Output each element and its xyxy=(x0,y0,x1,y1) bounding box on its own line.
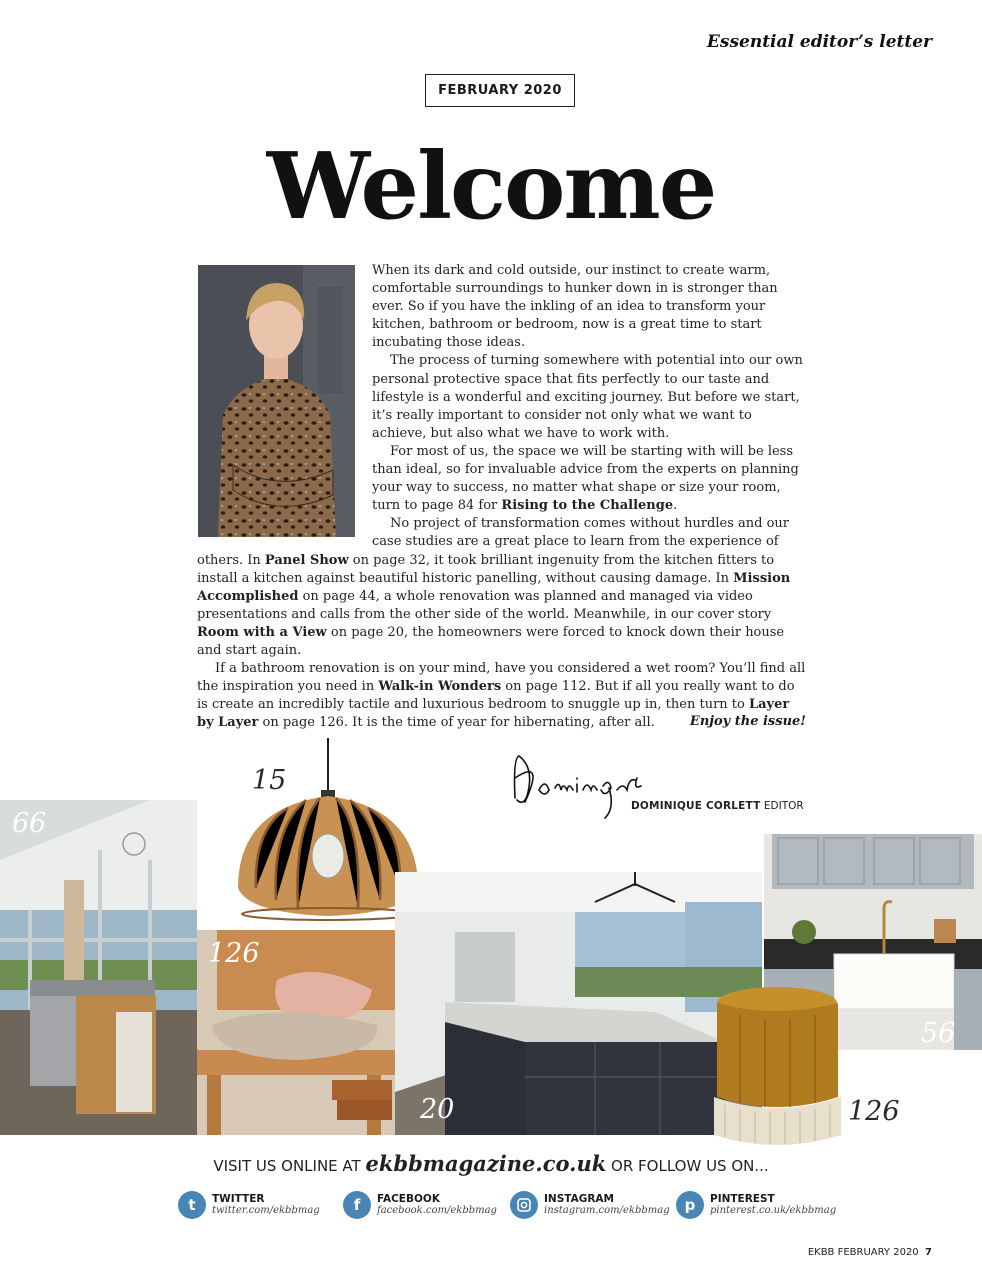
editor-credit xyxy=(631,800,804,812)
page-title: Welcome xyxy=(266,132,716,240)
letter-paragraph: If a bathroom renovation is on your mind, have you considered a wet room? You’ll find all the inspiration you need in Walk-in Wonders on page 112. But if all you really want to do is create an incredibly tactile and luxurious bedroom to snuggle up in, then turn to Layer by Layer on page 126. It is the time of year for hibernating, after all. xyxy=(197,661,806,731)
visit-prefix: VISIT US ONLINE AT xyxy=(213,1157,361,1175)
social-name: FACEBOOK xyxy=(377,1193,440,1205)
letter-signoff: Enjoy the issue! xyxy=(689,714,806,729)
social-handle: facebook.com/ekbbmag xyxy=(377,1205,497,1216)
social-twitter[interactable] xyxy=(178,1191,320,1219)
page-ref-kitchen: 20 xyxy=(420,1094,455,1125)
page-ref-stool: 126 xyxy=(848,1096,900,1127)
letter-paragraph: The process of turning somewhere with potential into our own personal protective space that fits perfectly to our taste and lifestyle is a wonderful and exciting journey. But before we start, it’s really important to consider not only what we want to achieve, but also what we have to work with. xyxy=(372,353,803,441)
feature-reference: Panel Show xyxy=(264,552,349,568)
section-label: Essential editor’s letter xyxy=(706,32,932,52)
page-ref-cushions: 126 xyxy=(208,938,260,969)
social-handle: twitter.com/ekbbmag xyxy=(212,1205,320,1216)
social-name: PINTEREST xyxy=(710,1193,775,1205)
page-footer xyxy=(808,1247,932,1258)
issue-date-box xyxy=(425,74,575,107)
footer-text: EKBB FEBRUARY 2020 xyxy=(807,1247,919,1258)
letter-paragraph: When its dark and cold outside, our instinct to create warm, comfortable surroundings to hunker down in is stronger than ever. So if you have the inkling of an idea to transform your kitchen, bathroom or bedroom, now is a great time to start incubating those ideas. xyxy=(372,263,778,351)
instagram-icon xyxy=(510,1191,538,1219)
feature-reference: Rising to the Challenge xyxy=(501,498,674,514)
editor-signature xyxy=(505,738,655,828)
feature-reference: Walk-in Wonders xyxy=(378,679,502,695)
social-pinterest[interactable] xyxy=(676,1191,836,1219)
velvet-stool-photo xyxy=(710,985,845,1147)
social-name: TWITTER xyxy=(212,1193,265,1205)
letter-paragraph: For most of us, the space we will be starting with will be less than ideal, so for invaluable advice from the experts on planning your way to success, no matter what shape or size your room, turn to page 84 for Rising to the Challenge. xyxy=(372,443,799,514)
openplan-room-photo xyxy=(0,800,197,1135)
social-facebook[interactable] xyxy=(343,1191,497,1219)
editor-name: DOMINIQUE CORLETT xyxy=(631,800,761,812)
page-ref-openplan: 66 xyxy=(12,808,47,839)
twitter-icon: t xyxy=(178,1191,206,1219)
visit-online-line xyxy=(0,1151,982,1176)
visit-suffix: OR FOLLOW US ON... xyxy=(611,1157,769,1175)
social-handle: instagram.com/ekbbmag xyxy=(544,1205,670,1216)
letter-paragraph: No project of transformation comes without hurdles and our case studies are a great place to learn from the experience of others. In Panel Show on page 32, it took brilliant ingenuity from the kitchen fitters to install a kitchen against beautiful historic panelling, without causing damage. In Mission Accomplished on page 44, a whole renovation was planned and managed via video presentations and calls from the other side of the world. Meanwhile, in our cover story Room with a View on page 20, the homeowners were forced to knock down their house and start again. xyxy=(197,516,791,658)
page-ref-lamp: 15 xyxy=(252,765,287,796)
social-instagram[interactable] xyxy=(510,1191,670,1219)
page-number: 7 xyxy=(925,1247,932,1258)
feature-reference: Layer by Layer xyxy=(197,697,790,731)
social-name: INSTAGRAM xyxy=(544,1193,615,1205)
editor-role: EDITOR xyxy=(763,800,804,812)
editor-letter xyxy=(197,262,807,732)
pinterest-icon: p xyxy=(676,1191,704,1219)
page-ref-sink: 56 xyxy=(921,1018,956,1049)
social-handle: pinterest.co.uk/ekbbmag xyxy=(710,1205,837,1216)
feature-reference: Mission Accomplished xyxy=(197,570,791,604)
website-link[interactable]: ekbbmagazine.co.uk xyxy=(365,1151,607,1176)
feature-reference: Room with a View xyxy=(197,624,327,640)
facebook-icon: f xyxy=(343,1191,371,1219)
issue-date: FEBRUARY 2020 xyxy=(438,83,562,98)
